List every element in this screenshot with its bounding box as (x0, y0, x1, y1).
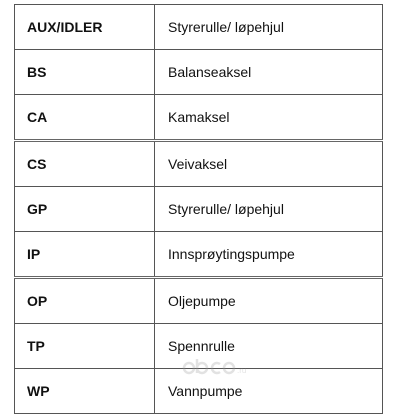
table-row (15, 95, 383, 141)
description-cell: Styrerulle/ løpehjul (155, 5, 383, 50)
code-cell: TP (15, 324, 155, 369)
table-row (15, 50, 383, 95)
svg-text:.ru: .ru (237, 366, 247, 375)
code-cell: CS (15, 141, 155, 187)
abbreviation-table (14, 4, 383, 414)
description-cell: Styrerulle/ løpehjul (155, 187, 383, 232)
code-cell: OP (15, 278, 155, 324)
code-cell: CA (15, 95, 155, 141)
description-cell: Innsprøytingspumpe (155, 232, 383, 278)
description-cell: Vannpumpe (155, 369, 383, 414)
table-row (15, 232, 383, 278)
table-row (15, 324, 383, 369)
description-cell: Balanseaksel (155, 50, 383, 95)
table-row (15, 369, 383, 414)
code-cell: GP (15, 187, 155, 232)
description-cell: Spennrulle (155, 324, 383, 369)
description-cell: Oljepumpe (155, 278, 383, 324)
table-row (15, 187, 383, 232)
code-cell: IP (15, 232, 155, 278)
code-cell: WP (15, 369, 155, 414)
description-cell: Veivaksel (155, 141, 383, 187)
code-cell: AUX/IDLER (15, 5, 155, 50)
table-row (15, 5, 383, 50)
code-cell: BS (15, 50, 155, 95)
table-row (15, 278, 383, 324)
description-cell: Kamaksel (155, 95, 383, 141)
table-row (15, 141, 383, 187)
